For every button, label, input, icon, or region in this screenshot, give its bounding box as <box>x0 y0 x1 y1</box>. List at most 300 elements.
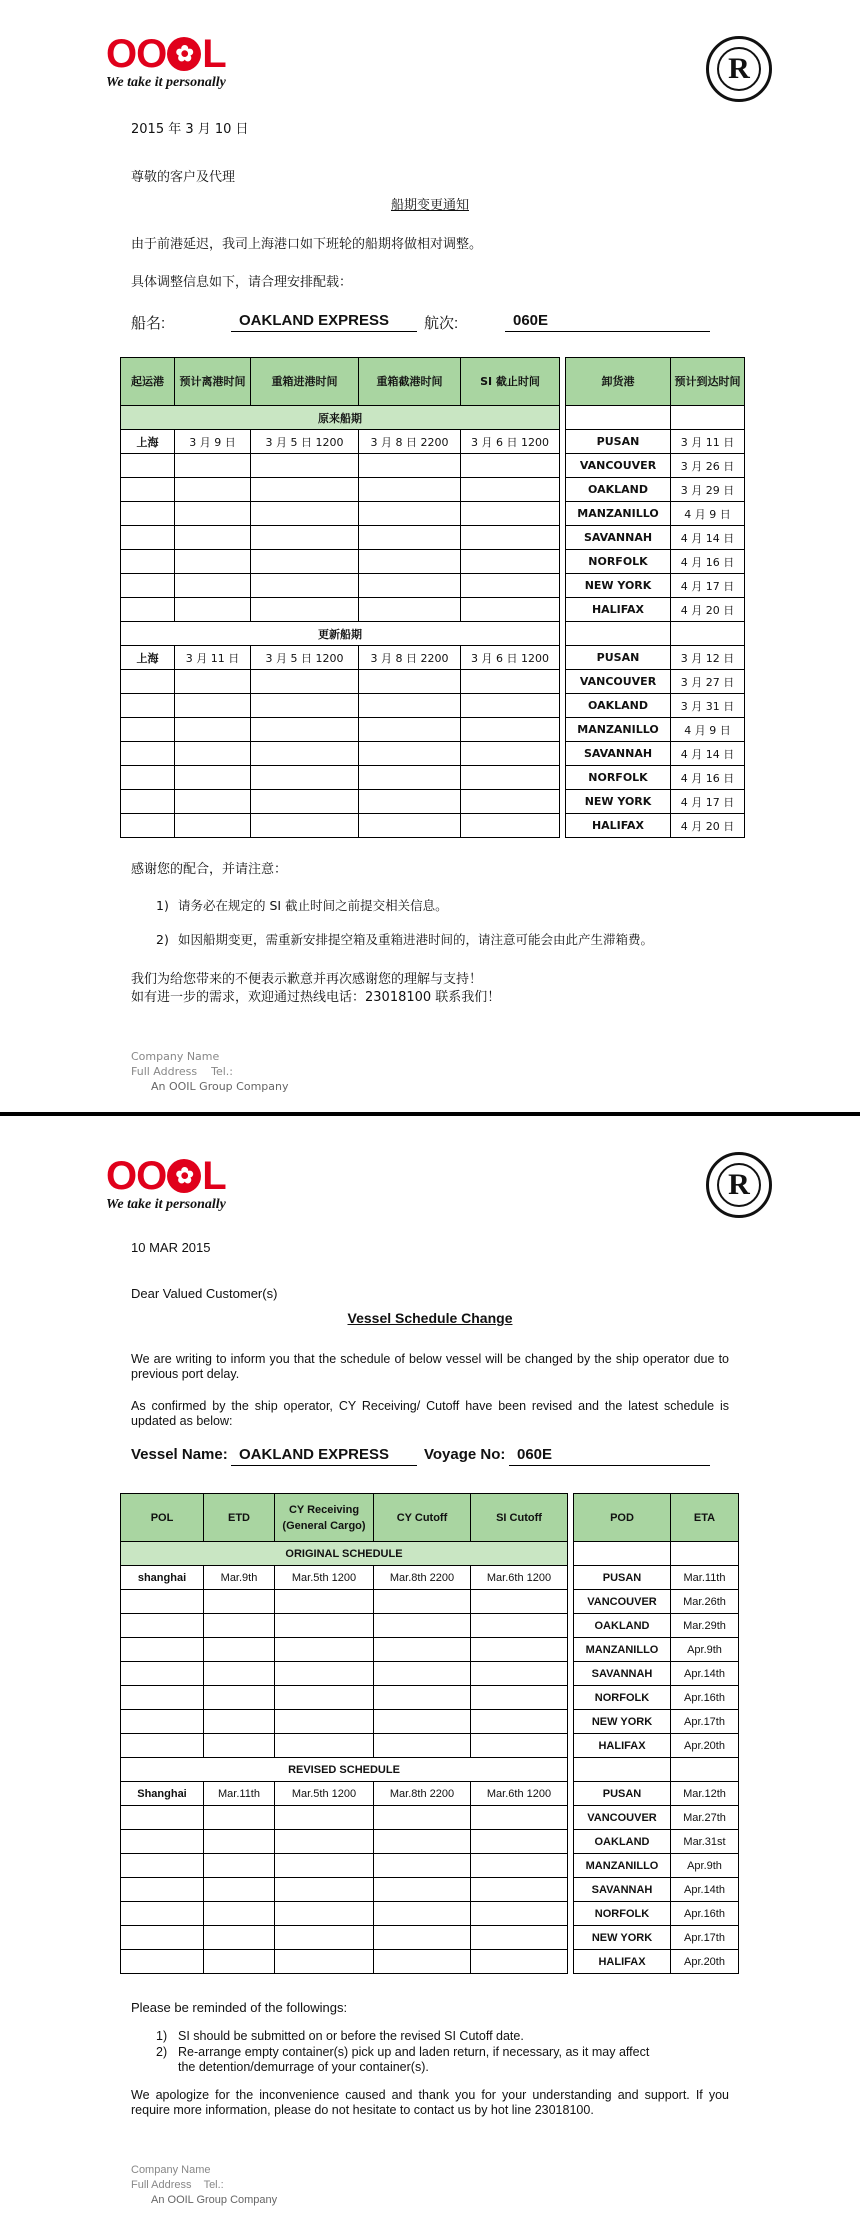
empty-cell <box>671 1758 739 1782</box>
table-row <box>121 1782 739 1806</box>
cell-etd <box>175 766 251 790</box>
cell-si-cutoff <box>461 502 560 526</box>
cell-etd <box>175 694 251 718</box>
page-divider <box>0 1112 860 1116</box>
apology-paragraph: We apologize for the inconvenience caused and thank you for your understanding and support. If you require more information, please do not hesitate to contact us by hot line 23018100. <box>131 2088 729 2117</box>
table-row <box>121 598 745 622</box>
cell-pol <box>121 814 175 838</box>
cell-cy-cutoff <box>374 1734 471 1758</box>
cell-cy-cutoff <box>374 1686 471 1710</box>
table-row <box>121 790 745 814</box>
cell-pol <box>121 502 175 526</box>
cell-eta: Mar.31st <box>671 1830 739 1854</box>
header-cy-receiving: CY Receiving (General Cargo) <box>275 1494 374 1542</box>
cell-si-cutoff: Mar.6th 1200 <box>471 1566 568 1590</box>
note-item: 2) 如因船期变更，需重新安排提空箱及重箱进港时间的，请注意可能会由此产生滞箱费。 <box>156 932 654 947</box>
cell-si-cutoff <box>471 1806 568 1830</box>
cell-etd <box>175 550 251 574</box>
oocl-logo <box>106 32 256 96</box>
section-label-original: ORIGINAL SCHEDULE <box>121 1542 568 1566</box>
cell-cy-cutoff <box>359 574 461 598</box>
cell-eta: Apr.16th <box>671 1686 739 1710</box>
cell-cy-recv <box>275 1638 374 1662</box>
cell-cy-cutoff <box>374 1878 471 1902</box>
cell-si-cutoff <box>471 1662 568 1686</box>
company-name: Company Name <box>131 1050 220 1063</box>
letter-title: 船期变更通知 <box>390 198 469 213</box>
cell-pod: NORFOLK <box>574 1686 671 1710</box>
table-row <box>121 766 745 790</box>
cell-cy-cutoff: 3 月 8 日 2200 <box>359 646 461 670</box>
cell-pol <box>121 1710 204 1734</box>
header-eta: 预计到达时间 <box>671 358 745 406</box>
cell-pod: OAKLAND <box>574 1614 671 1638</box>
header-si-cutoff: SI Cutoff <box>471 1494 568 1542</box>
table-row <box>121 1638 739 1662</box>
cell-pol <box>121 574 175 598</box>
cell-cy-recv <box>251 718 359 742</box>
cell-etd <box>175 454 251 478</box>
voyage-label: Voyage No: <box>424 1446 506 1463</box>
cell-cy-recv: 3 月 5 日 1200 <box>251 430 359 454</box>
table-row <box>121 694 745 718</box>
flower-icon <box>167 1159 201 1193</box>
cell-si-cutoff <box>471 1734 568 1758</box>
empty-cell <box>671 1542 739 1566</box>
cell-pod: NORFOLK <box>566 766 671 790</box>
company-footer <box>131 2163 277 2208</box>
cell-etd: Mar.11th <box>204 1782 275 1806</box>
cell-eta: 4 月 16 日 <box>671 766 745 790</box>
cell-pol <box>121 1662 204 1686</box>
cell-si-cutoff <box>471 1950 568 1974</box>
cell-pol <box>121 1734 204 1758</box>
cell-pod: MANZANILLO <box>574 1638 671 1662</box>
cell-si-cutoff <box>471 1686 568 1710</box>
table-row <box>121 574 745 598</box>
table-row <box>121 1950 739 1974</box>
intro-line-2: 具体调整信息如下，请合理安排配载： <box>131 275 353 290</box>
cell-eta: Apr.17th <box>671 1710 739 1734</box>
table-row <box>121 454 745 478</box>
empty-cell <box>574 1542 671 1566</box>
cell-si-cutoff <box>471 1638 568 1662</box>
oocl-logo <box>106 1154 256 1218</box>
header-si-cutoff: SI 截止时间 <box>461 358 560 406</box>
vessel-label: Vessel Name: <box>131 1446 228 1463</box>
cell-eta: 3 月 29 日 <box>671 478 745 502</box>
empty-cell <box>671 622 745 646</box>
cell-pol <box>121 1614 204 1638</box>
cell-eta: 4 月 20 日 <box>671 598 745 622</box>
cell-si-cutoff <box>471 1830 568 1854</box>
cell-eta: Apr.20th <box>671 1950 739 1974</box>
cell-eta: 4 月 14 日 <box>671 742 745 766</box>
cell-cy-cutoff <box>374 1854 471 1878</box>
table-row <box>121 718 745 742</box>
reminder-line: Please be reminded of the followings: <box>131 2000 348 2015</box>
company-group: An OOIL Group Company <box>151 2194 278 2206</box>
cell-pol: 上海 <box>121 430 175 454</box>
cell-si-cutoff <box>461 718 560 742</box>
cell-si-cutoff: 3 月 6 日 1200 <box>461 646 560 670</box>
logo-tagline: We take it personally <box>106 75 226 90</box>
cell-cy-recv <box>275 1662 374 1686</box>
header-cy-receiving: 重箱进港时间 <box>251 358 359 406</box>
cell-etd: 3 月 11 日 <box>175 646 251 670</box>
cell-si-cutoff <box>461 598 560 622</box>
apology-line-2: 如有进一步的需求，欢迎通过热线电话：23018100 联系我们！ <box>131 990 501 1005</box>
cell-eta: 4 月 9 日 <box>671 718 745 742</box>
cell-cy-cutoff <box>359 502 461 526</box>
cell-pol <box>121 718 175 742</box>
notice-page-english <box>0 1120 860 2226</box>
cell-eta: Mar.29th <box>671 1614 739 1638</box>
cell-cy-recv <box>275 1830 374 1854</box>
cell-cy-cutoff <box>359 550 461 574</box>
voyage-number: 060E <box>509 1446 710 1466</box>
cell-cy-cutoff <box>359 478 461 502</box>
cell-cy-recv <box>251 598 359 622</box>
cell-pol <box>121 1854 204 1878</box>
cell-pod: VANCOUVER <box>574 1806 671 1830</box>
note-item: 1) 请务必在规定的 SI 截止时间之前提交相关信息。 <box>156 898 448 913</box>
vessel-name: OAKLAND EXPRESS <box>231 312 417 332</box>
cell-eta: 4 月 20 日 <box>671 814 745 838</box>
cell-pol: 上海 <box>121 646 175 670</box>
cell-pod: SAVANNAH <box>566 742 671 766</box>
cell-cy-cutoff <box>374 1830 471 1854</box>
header-cy-cutoff: CY Cutoff <box>374 1494 471 1542</box>
cell-si-cutoff <box>461 766 560 790</box>
cell-etd <box>175 526 251 550</box>
cell-cy-recv <box>251 502 359 526</box>
cell-pod: MANZANILLO <box>566 718 671 742</box>
cell-cy-recv <box>275 1902 374 1926</box>
cell-cy-cutoff <box>359 718 461 742</box>
cell-cy-recv <box>275 1614 374 1638</box>
quality-seal-icon: R <box>706 36 772 102</box>
table-row <box>121 646 745 670</box>
table-row <box>121 814 745 838</box>
cell-pol <box>121 742 175 766</box>
cell-cy-cutoff <box>374 1950 471 1974</box>
cell-etd <box>204 1902 275 1926</box>
intro-paragraph-2: As confirmed by the ship operator, CY Receiving/ Cutoff have been revised and the latest schedule is updated as below: <box>131 1399 729 1428</box>
cell-cy-recv <box>275 1854 374 1878</box>
cell-etd <box>204 1926 275 1950</box>
table-row <box>121 742 745 766</box>
table-row <box>121 1710 739 1734</box>
cell-eta: Apr.9th <box>671 1638 739 1662</box>
cell-pol <box>121 1878 204 1902</box>
cell-eta: Apr.20th <box>671 1734 739 1758</box>
cell-cy-recv: Mar.5th 1200 <box>275 1566 374 1590</box>
cell-pod: OAKLAND <box>566 478 671 502</box>
cell-cy-recv <box>251 790 359 814</box>
cell-eta: Apr.17th <box>671 1926 739 1950</box>
cell-pod: NORFOLK <box>574 1902 671 1926</box>
cell-pod: SAVANNAH <box>566 526 671 550</box>
cell-etd <box>175 502 251 526</box>
cell-etd <box>175 574 251 598</box>
table-row <box>121 1854 739 1878</box>
cell-cy-cutoff <box>359 814 461 838</box>
cell-etd <box>204 1590 275 1614</box>
cell-pod: VANCOUVER <box>566 454 671 478</box>
cell-eta: Apr.16th <box>671 1902 739 1926</box>
cell-pod: MANZANILLO <box>566 502 671 526</box>
logo-wordmark: OO✿ L <box>106 36 256 72</box>
cell-si-cutoff <box>471 1614 568 1638</box>
cell-pol <box>121 1902 204 1926</box>
cell-cy-recv <box>275 1710 374 1734</box>
apology-line-1: 我们为给您带来的不便表示歉意并再次感谢您的理解与支持！ <box>131 972 483 987</box>
intro-line-1: 由于前港延迟，我司上海港口如下班轮的船期将做相对调整。 <box>131 237 483 252</box>
cell-si-cutoff <box>461 670 560 694</box>
table-row <box>121 670 745 694</box>
cell-cy-recv <box>275 1686 374 1710</box>
cell-eta: 3 月 27 日 <box>671 670 745 694</box>
cell-pod: NEW YORK <box>574 1926 671 1950</box>
cell-eta: 4 月 17 日 <box>671 574 745 598</box>
cell-cy-recv <box>275 1878 374 1902</box>
cell-si-cutoff <box>461 790 560 814</box>
cell-eta: Mar.27th <box>671 1806 739 1830</box>
cell-pod: VANCOUVER <box>566 670 671 694</box>
cell-pol <box>121 526 175 550</box>
cell-etd <box>204 1950 275 1974</box>
voyage-label: 航次: <box>424 315 459 332</box>
notice-page-chinese <box>0 0 860 1112</box>
cell-eta: 4 月 14 日 <box>671 526 745 550</box>
empty-cell <box>574 1758 671 1782</box>
cell-etd <box>204 1878 275 1902</box>
cell-cy-cutoff <box>374 1926 471 1950</box>
cell-eta: Mar.12th <box>671 1782 739 1806</box>
cell-si-cutoff <box>471 1590 568 1614</box>
cell-pol <box>121 1806 204 1830</box>
table-row <box>121 550 745 574</box>
cell-cy-cutoff <box>374 1590 471 1614</box>
table-row <box>121 1566 739 1590</box>
logo-tagline: We take it personally <box>106 1197 226 1212</box>
header-pol: POL <box>121 1494 204 1542</box>
cell-etd <box>204 1854 275 1878</box>
cell-cy-recv <box>275 1734 374 1758</box>
cell-etd: Mar.9th <box>204 1566 275 1590</box>
cell-si-cutoff <box>461 550 560 574</box>
table-row <box>121 1590 739 1614</box>
cell-etd <box>204 1734 275 1758</box>
cell-si-cutoff <box>461 694 560 718</box>
cell-etd <box>204 1830 275 1854</box>
cell-cy-cutoff <box>374 1902 471 1926</box>
cell-cy-cutoff <box>359 454 461 478</box>
letter-title: Vessel Schedule Change <box>347 1310 513 1326</box>
cell-pod: HALIFAX <box>566 598 671 622</box>
cell-etd <box>175 598 251 622</box>
cell-pod: OAKLAND <box>574 1830 671 1854</box>
cell-si-cutoff <box>461 526 560 550</box>
cell-si-cutoff <box>471 1878 568 1902</box>
cell-pol <box>121 694 175 718</box>
cell-cy-recv <box>251 742 359 766</box>
cell-pod: PUSAN <box>574 1782 671 1806</box>
schedule-table <box>120 357 745 838</box>
cell-eta: 3 月 31 日 <box>671 694 745 718</box>
cell-cy-recv <box>275 1806 374 1830</box>
note-item-continued: the detention/demurrage of your container(s). <box>178 2060 429 2074</box>
cell-etd <box>204 1638 275 1662</box>
cell-cy-cutoff <box>374 1710 471 1734</box>
cell-cy-recv <box>251 526 359 550</box>
cell-pol <box>121 766 175 790</box>
cell-pod: PUSAN <box>574 1566 671 1590</box>
cell-etd <box>175 742 251 766</box>
cell-etd <box>175 814 251 838</box>
cell-eta: 4 月 9 日 <box>671 502 745 526</box>
cell-eta: Mar.26th <box>671 1590 739 1614</box>
schedule-table <box>120 1493 739 1974</box>
cell-pol: shanghai <box>121 1566 204 1590</box>
cell-si-cutoff <box>461 814 560 838</box>
cell-eta: 4 月 16 日 <box>671 550 745 574</box>
quality-seal-icon: R <box>706 1152 772 1218</box>
cell-cy-recv <box>251 766 359 790</box>
cell-cy-cutoff <box>374 1614 471 1638</box>
table-row <box>121 1926 739 1950</box>
company-group: An OOIL Group Company <box>151 1080 289 1093</box>
cell-pod: NEW YORK <box>574 1710 671 1734</box>
cell-etd <box>204 1686 275 1710</box>
letter-greeting: Dear Valued Customer(s) <box>131 1286 278 1301</box>
cell-pod: PUSAN <box>566 430 671 454</box>
cell-cy-recv <box>275 1950 374 1974</box>
cell-pol <box>121 1590 204 1614</box>
cell-cy-cutoff <box>359 526 461 550</box>
cell-cy-cutoff <box>359 766 461 790</box>
table-row <box>121 430 745 454</box>
cell-pol <box>121 598 175 622</box>
table-row <box>121 1614 739 1638</box>
cell-pol <box>121 550 175 574</box>
header-pod: POD <box>574 1494 671 1542</box>
table-row <box>121 1830 739 1854</box>
cell-pol <box>121 454 175 478</box>
cell-cy-cutoff <box>359 670 461 694</box>
table-row <box>121 1734 739 1758</box>
cell-si-cutoff <box>461 742 560 766</box>
logo-wordmark: OO✿ L <box>106 1158 256 1194</box>
cell-pol <box>121 790 175 814</box>
cell-etd <box>204 1662 275 1686</box>
section-label-original: 原来船期 <box>121 406 560 430</box>
cell-pod: HALIFAX <box>566 814 671 838</box>
cell-cy-cutoff <box>374 1662 471 1686</box>
table-row <box>121 1662 739 1686</box>
cell-eta: Apr.14th <box>671 1662 739 1686</box>
company-footer <box>131 1049 289 1094</box>
empty-cell <box>566 406 671 430</box>
cell-pod: HALIFAX <box>574 1950 671 1974</box>
cell-eta: 3 月 26 日 <box>671 454 745 478</box>
cell-cy-cutoff: Mar.8th 2200 <box>374 1566 471 1590</box>
cell-pol <box>121 1638 204 1662</box>
header-pol: 起运港 <box>121 358 175 406</box>
cell-pod: PUSAN <box>566 646 671 670</box>
vessel-name: OAKLAND EXPRESS <box>231 1446 417 1466</box>
thanks-line: 感谢您的配合，并请注意： <box>131 862 288 877</box>
header-cy-cutoff: 重箱截港时间 <box>359 358 461 406</box>
cell-pol <box>121 1950 204 1974</box>
intro-paragraph-1: We are writing to inform you that the schedule of below vessel will be changed by the ship operator due to previous port delay. <box>131 1352 729 1381</box>
cell-si-cutoff <box>461 574 560 598</box>
cell-si-cutoff <box>461 454 560 478</box>
cell-etd <box>204 1614 275 1638</box>
cell-si-cutoff <box>471 1902 568 1926</box>
voyage-number: 060E <box>505 312 710 332</box>
cell-si-cutoff <box>471 1854 568 1878</box>
cell-si-cutoff <box>471 1926 568 1950</box>
cell-cy-recv <box>251 574 359 598</box>
cell-cy-cutoff: Mar.8th 2200 <box>374 1782 471 1806</box>
table-row <box>121 502 745 526</box>
note-item: 1) SI should be submitted on or before the revised SI Cutoff date. <box>156 2029 524 2043</box>
cell-cy-recv <box>251 694 359 718</box>
table-row <box>121 478 745 502</box>
vessel-label: 船名: <box>131 315 166 332</box>
cell-cy-recv <box>251 478 359 502</box>
cell-pol: Shanghai <box>121 1782 204 1806</box>
cell-cy-recv: 3 月 5 日 1200 <box>251 646 359 670</box>
table-row <box>121 526 745 550</box>
cell-pol <box>121 1686 204 1710</box>
letter-greeting: 尊敬的客户及代理 <box>131 170 236 185</box>
cell-etd <box>204 1710 275 1734</box>
cell-pol <box>121 1926 204 1950</box>
cell-eta: Apr.9th <box>671 1854 739 1878</box>
cell-etd <box>204 1806 275 1830</box>
table-row <box>121 1878 739 1902</box>
cell-cy-cutoff <box>359 694 461 718</box>
flower-icon <box>167 37 201 71</box>
cell-pod: HALIFAX <box>574 1734 671 1758</box>
cell-eta: 3 月 12 日 <box>671 646 745 670</box>
cell-pod: NEW YORK <box>566 574 671 598</box>
cell-eta: 4 月 17 日 <box>671 790 745 814</box>
cell-etd <box>175 478 251 502</box>
header-etd: 预计离港时间 <box>175 358 251 406</box>
empty-cell <box>566 622 671 646</box>
empty-cell <box>671 406 745 430</box>
cell-cy-recv <box>251 814 359 838</box>
cell-cy-recv <box>275 1926 374 1950</box>
cell-cy-recv <box>251 670 359 694</box>
company-name: Company Name <box>131 2164 211 2176</box>
section-label-revised: REVISED SCHEDULE <box>121 1758 568 1782</box>
header-etd: ETD <box>204 1494 275 1542</box>
cell-pol <box>121 1830 204 1854</box>
cell-pod: SAVANNAH <box>574 1878 671 1902</box>
header-pod: 卸货港 <box>566 358 671 406</box>
cell-cy-cutoff <box>359 790 461 814</box>
letter-date: 10 MAR 2015 <box>131 1240 211 1255</box>
company-address: Full Address Tel.: <box>131 2179 224 2191</box>
cell-si-cutoff <box>471 1710 568 1734</box>
cell-eta: 3 月 11 日 <box>671 430 745 454</box>
cell-cy-recv <box>251 550 359 574</box>
